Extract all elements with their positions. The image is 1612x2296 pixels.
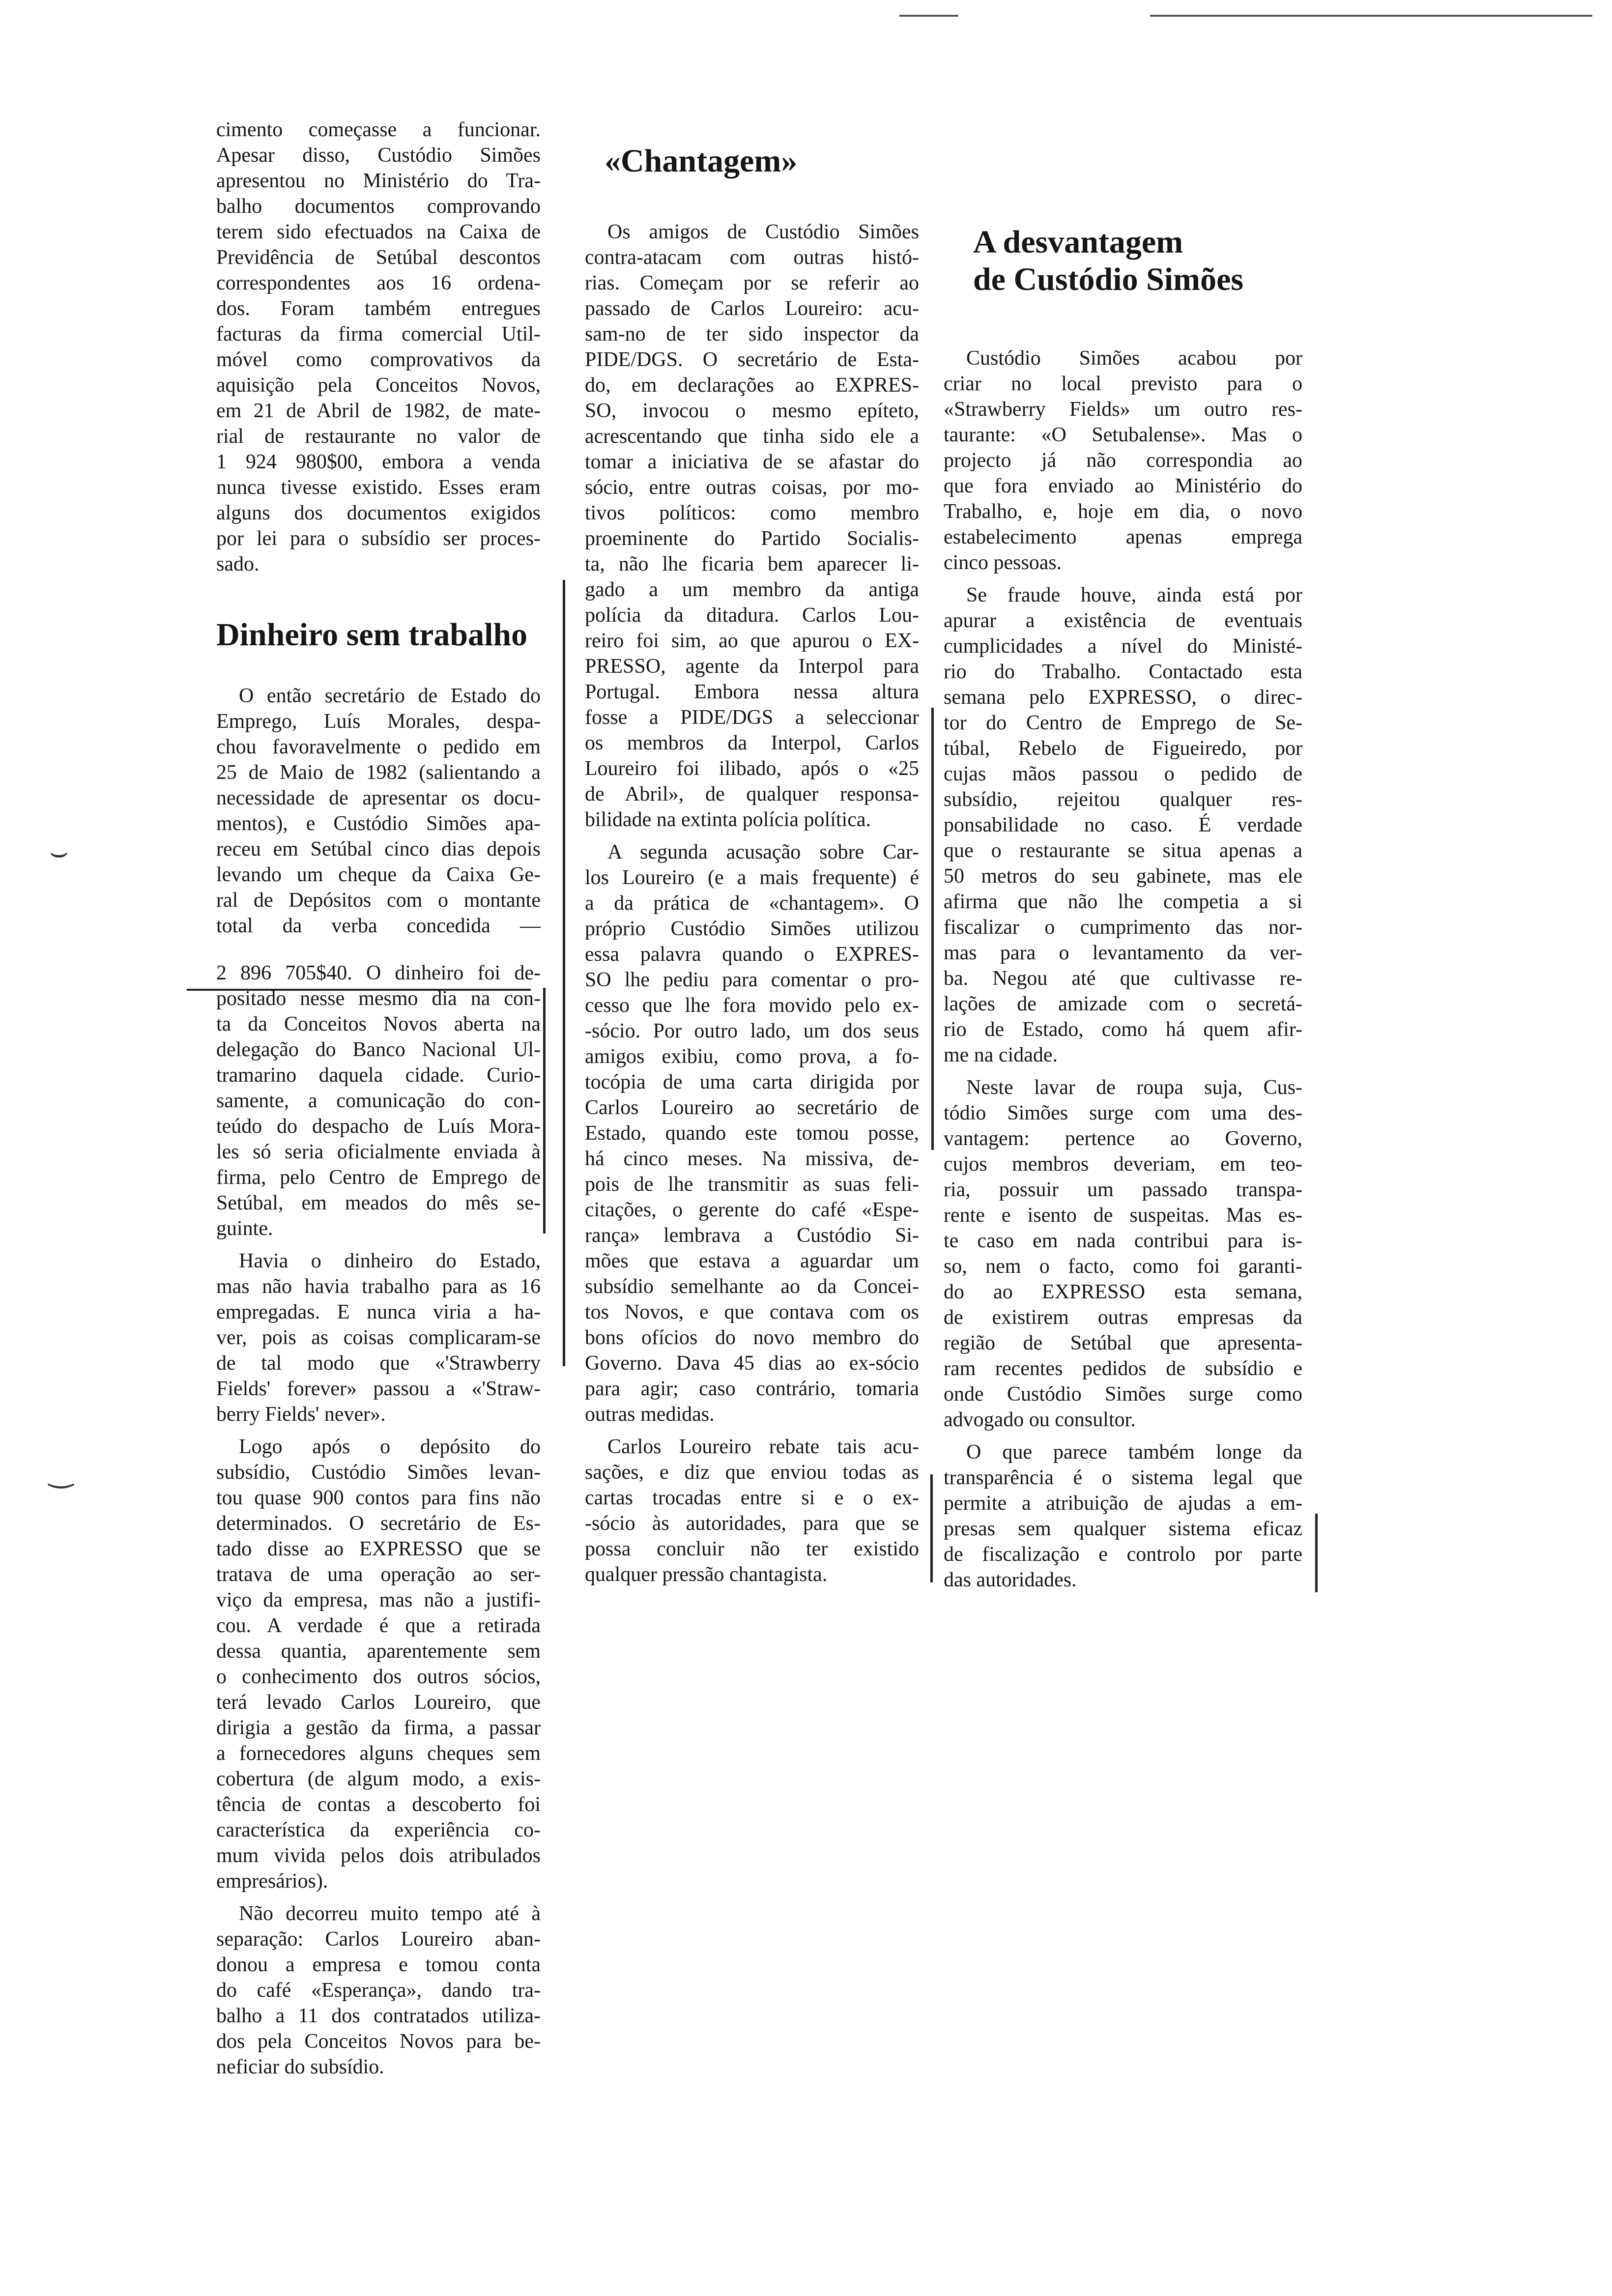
text-line: mões que estava a aguardar um [585,1250,919,1272]
text-line: fosse a PIDE/DGS a seleccionar [585,706,919,729]
text-line: do café «Esperança», dando tra- [216,1979,541,2002]
text-line: passado de Carlos Loureiro: acu- [585,297,919,320]
col1-paragraph [216,683,541,939]
text-line: os membros da Interpol, Carlos [585,732,919,754]
text-line: tou quase 900 contos para fins não [216,1487,541,1509]
text-line: próprio Custódio Simões utilizou [585,918,919,940]
heading-line: de Custódio Simões [973,261,1244,297]
text-line: a fornecedores alguns cheques sem [216,1742,541,1765]
text-line: empresários). [216,1870,328,1893]
text-line: reiro foi sim, ao que apurou o EX- [585,630,919,652]
text-line: ria, possuir um passado transpa- [944,1178,1302,1201]
text-line: SO, invocou o mesmo epíteto, [585,400,919,422]
text-line: delegação do Banco Nacional Ul- [216,1038,541,1061]
text-line: Loureiro foi ilibado, após o «25 [585,757,919,780]
text-line: positado nesse mesmo dia na con- [216,987,541,1010]
text-line: subsídio semelhante ao da Concei- [585,1275,919,1298]
text-line: balho documentos comprovando [216,195,541,218]
text-line: tomar a iniciativa de se afastar do [585,451,919,473]
text-line: de Abril», de qualquer responsa- [585,783,919,805]
col2-paragraph [585,839,919,1427]
text-line: tódio Simões surge com uma des- [944,1102,1302,1124]
col3-body [944,345,1302,1593]
text-line: afirma que não lhe competia a si [944,890,1302,913]
heading-chantagem: «Chantagem» [604,143,798,179]
text-line: gado a um membro da antiga [585,578,919,601]
text-line: firma, pelo Centro de Emprego de [216,1166,541,1189]
text-line: taurante: «O Setubalense». Mas o [944,424,1302,446]
text-line: teúdo do despacho de Luís Mora- [216,1115,541,1138]
text-line: o conhecimento dos outros sócios, [216,1665,541,1688]
text-line: apresentou no Ministério do Tra- [216,170,541,192]
text-line: -sócio. Por outro lado, um dos seus [585,1020,919,1042]
col1-paragraph [216,117,541,577]
text-line: separação: Carlos Loureiro aban- [216,1928,541,1951]
text-line: Carlos Loureiro rebate tais acu- [607,1435,919,1458]
text-line: receu em Setúbal cinco dias depois [216,838,541,861]
text-line: Estado, quando este tomou posse, [585,1122,919,1145]
text-line: necessidade de apresentar os docu- [216,787,541,809]
text-line: dos. Foram também entregues [216,297,541,320]
text-line: cesso que lhe fora movido pelo ex- [585,994,919,1017]
text-line: rança» lembrava a Custódio Si- [585,1224,919,1247]
column-rule-5 [1315,1514,1318,1592]
text-line: SO lhe pediu para comentar o pro- [585,969,919,991]
text-line: tos Novos, e que contava com os [585,1301,919,1323]
col1-section-a [216,117,541,577]
text-line: rente e isento de suspeitas. Mas es- [944,1204,1302,1227]
text-line: tocópia de uma carta dirigida por [585,1071,919,1093]
text-line: O então secretário de Estado do [239,685,541,707]
text-line: rio de Estado, como há quem afir- [944,1018,1302,1041]
text-line: há cinco meses. Na missiva, de- [585,1148,919,1170]
text-line: balho a 11 dos contratados utiliza- [216,2005,541,2027]
text-line: vantagem: pertence ao Governo, [944,1127,1302,1150]
text-line: rio do Trabalho. Contactado esta [944,660,1302,683]
text-line: total da verba concedida — [216,915,541,937]
text-line: a da prática de «chantagem». O [585,892,919,915]
text-line: cobertura (de algum modo, a exis- [216,1768,541,1790]
col2-paragraph [585,1434,919,1587]
text-line: terá levado Carlos Loureiro, que [216,1691,541,1714]
text-line: criar no local previsto para o [944,373,1302,395]
text-line: terem sido efectuados na Caixa de [216,221,541,243]
text-line: aquisição pela Conceitos Novos, [216,374,541,397]
text-line: so, nem o facto, como foi garanti- [944,1255,1302,1278]
text-line: donou a empresa e tomou conta [216,1953,541,1976]
text-line: tramarino daquela cidade. Curio- [216,1064,541,1087]
text-line: les só seria oficialmente enviada à [216,1141,541,1163]
text-line: tado disse ao EXPRESSO que se [216,1538,541,1560]
margin-mark-1: ⌣ [49,836,69,868]
col3-paragraph [944,1439,1302,1593]
text-line: empregadas. E nunca viria a ha- [216,1301,541,1323]
text-line: pois de lhe transmitir as suas feli- [585,1173,919,1196]
heading-a-desvantagem [973,224,1302,298]
margin-mark-2: ‿ [49,1456,73,1488]
text-line: polícia da ditadura. Carlos Lou- [585,604,919,627]
text-line: Governo. Dava 45 dias ao ex-sócio [585,1352,919,1375]
text-line: ponsabilidade no caso. É verdade [944,814,1302,836]
text-line: bilidade na extinta polícia política. [585,808,871,831]
text-line: PRESSO, agente da Interpol para [585,655,919,678]
text-line: viço da empresa, mas não a justifi- [216,1589,541,1611]
text-line: Se fraude houve, ainda está por [966,584,1302,606]
text-line: Portugal. Embora nessa altura [585,681,919,703]
col3-paragraph [944,1075,1302,1433]
text-line: presas sem qualquer sistema eficaz [944,1518,1302,1540]
text-line: A segunda acusação sobre Car- [607,841,919,863]
text-line: 1 924 980$00, embora a venda [216,451,541,473]
text-line: Setúbal, em meados do mês se- [216,1192,541,1214]
text-line: samente, a comunicação do con- [216,1090,541,1112]
text-line: ver, pois as coisas complicaram-se [216,1326,541,1349]
text-line: mentos), e Custódio Simões apa- [216,812,541,835]
text-line: rial de restaurante no valor de [216,425,541,448]
text-line: cujos membros deveriam, em teo- [944,1153,1302,1176]
text-line: cartas trocadas entre si e o ex- [585,1487,919,1509]
text-line: fiscalizar o cumprimento das nor- [944,916,1302,939]
text-line: 50 metros do seu gabinete, mas ele [944,865,1302,888]
text-line: O que parece também longe da [966,1441,1302,1464]
text-line: Custódio Simões acabou por [966,347,1302,370]
text-line: sócio, entre outras coisas, por mo- [585,476,919,499]
text-line: sam-no de ter sido inspector da [585,323,919,345]
text-line: que o restaurante se situa apenas a [944,839,1302,862]
col1-section-b [216,683,541,939]
text-line: cou. A verdade é que a retirada [216,1614,541,1637]
text-line: região de Setúbal que apresenta- [944,1332,1302,1354]
col2-paragraph [585,219,919,832]
text-line: los Loureiro (e a mais frequente) é [585,866,919,889]
text-line: Os amigos de Custódio Simões [607,221,919,243]
text-line: característica da experiência co- [216,1819,541,1841]
col1-section-c [216,960,541,2080]
column-1 [216,117,541,2087]
text-line: cumplicidades a nível do Ministé- [944,635,1302,658]
text-line: mas não havia trabalho para as 16 [216,1275,541,1298]
text-line: possa concluir não ter existido [585,1538,919,1560]
text-line: citações, o gerente do café «Espe- [585,1199,919,1221]
text-line: onde Custódio Simões surge como [944,1383,1302,1406]
text-line: projecto já não correspondia ao [944,449,1302,472]
text-line: dessa quantia, aparentemente sem [216,1640,541,1663]
text-line: móvel como comprovativos da [216,348,541,371]
text-line: subsídio, rejeitou qualquer res- [944,788,1302,811]
text-line: levando um cheque da Caixa Ge- [216,863,541,886]
text-line: proeminente do Partido Socialis- [585,527,919,550]
text-line: do ao EXPRESSO esta semana, [944,1281,1302,1303]
text-line: Não decorreu muito tempo até à [239,1902,541,1925]
text-line: Havia o dinheiro do Estado, [239,1250,541,1272]
text-line: sações, e diz que enviou todas as [585,1461,919,1484]
text-line: permite a atribuição de ajudas a em- [944,1492,1302,1515]
text-line: tor do Centro de Emprego de Se- [944,712,1302,734]
text-line: guinte. [216,1217,273,1240]
text-line: Fields' forever» passou a «'Straw- [216,1378,541,1400]
text-line: chou favoravelmente o pedido em [216,736,541,758]
text-line: te caso em nada contribui para is- [944,1230,1302,1252]
text-line: acrescentando que tinha sido ele a [585,425,919,448]
col2-body [585,219,919,1587]
text-line: 2 896 705$40. O dinheiro foi de- [216,962,541,984]
text-line: contra-atacam com outras histó- [585,246,919,269]
text-line: Trabalho, e, hoje em dia, o novo [944,500,1302,523]
text-line: outras medidas. [585,1403,715,1426]
text-line: Logo após o depósito do [239,1435,541,1458]
text-line: cimento começasse a funcionar. [216,118,541,141]
text-line: Neste lavar de roupa suja, Cus- [966,1076,1302,1099]
column-rule-3 [931,708,934,1150]
text-line: ta da Conceitos Novos aberta na [216,1013,541,1035]
text-line: nunca tivesse existido. Esses eram [216,476,541,499]
column-rule-2 [563,580,565,1366]
text-line: 25 de Maio de 1982 (salientando a [216,761,541,784]
text-line: Apesar disso, Custódio Simões [216,144,541,167]
text-line: de fiscalização e controlo por parte [944,1543,1302,1566]
text-line: -sócio às autoridades, para que se [585,1512,919,1535]
text-line: dirigia a gestão da firma, a passar [216,1717,541,1739]
text-line: alguns dos documentos exigidos [216,502,541,524]
text-line: amigos exibiu, como prova, a fo- [585,1045,919,1068]
column-rule-4 [930,1474,933,1582]
top-rule-long [1150,15,1592,17]
text-line: determinados. O secretário de Es- [216,1512,541,1535]
col1-paragraph [216,1434,541,1894]
text-line: mum vivida pelos dois atribulados [216,1844,541,1867]
text-line: facturas da firma comercial Util- [216,323,541,345]
text-line: por lei para o subsídio ser proces- [216,527,541,550]
column-rule-1 [543,988,546,1234]
text-line: tivos políticos: como membro [585,502,919,524]
text-line: rias. Começam por se referir ao [585,272,919,294]
text-line: me na cidade. [944,1044,1058,1066]
text-line: Carlos Loureiro ao secretário de [585,1096,919,1119]
text-line: sado. [216,553,259,575]
text-line: tência de contas a descoberto foi [216,1793,541,1816]
text-line: dos pela Conceitos Novos para be- [216,2030,541,2053]
column-3 [944,224,1302,1600]
text-line: lações de amizade com o secretá- [944,993,1302,1015]
text-line: ral de Depósitos com o montante [216,889,541,912]
col1-paragraph [216,1901,541,2080]
text-line: em 21 de Abril de 1982, de mate- [216,400,541,422]
col3-paragraph [944,582,1302,1068]
text-line: para agir; caso contrário, tomaria [585,1378,919,1400]
text-line: «Strawberry Fields» um outro res- [944,398,1302,421]
text-line: advogado ou consultor. [944,1408,1136,1431]
text-line: ta, não lhe ficaria bem aparecer li- [585,553,919,575]
text-line: Emprego, Luís Morales, despa- [216,710,541,733]
text-line: de tal modo que «'Strawberry [216,1352,541,1375]
text-line: neficiar do subsídio. [216,2056,384,2078]
text-line: estabelecimento apenas emprega [944,526,1302,548]
text-line: apurar a existência de eventuais [944,609,1302,632]
text-line: ba. Negou até que cultivasse re- [944,967,1302,990]
text-line: bons ofícios do novo membro do [585,1326,919,1349]
text-line: cujas mãos passou o pedido de [944,763,1302,785]
column-2 [585,143,919,1594]
text-line: subsídio, Custódio Simões levan- [216,1461,541,1484]
text-line: qualquer pressão chantagista. [585,1563,828,1586]
col1-paragraph [216,960,541,1241]
text-line: que fora enviado ao Ministério do [944,475,1302,497]
text-line: das autoridades. [944,1569,1077,1591]
text-line: correspondentes aos 16 ordena- [216,272,541,294]
text-line: transparência é o sistema legal que [944,1466,1302,1489]
text-line: tratava de uma operação ao ser- [216,1563,541,1586]
text-line: essa palavra quando o EXPRES- [585,943,919,966]
col3-paragraph [944,345,1302,575]
heading-line: A desvantagem [973,224,1183,260]
col1-paragraph [216,1248,541,1427]
text-line: mas para o levantamento da ver- [944,942,1302,964]
text-line: ram recentes pedidos de subsídio e [944,1357,1302,1380]
text-line: Previdência de Setúbal descontos [216,246,541,269]
text-line: de existirem outras empresas da [944,1306,1302,1329]
heading-dinheiro-sem-trabalho: Dinheiro sem trabalho [216,617,528,653]
top-rule-short [899,15,958,17]
text-line: PIDE/DGS. O secretário de Esta- [585,348,919,371]
text-line: cinco pessoas. [944,551,1062,574]
text-line: semana pelo EXPRESSO, o direc- [944,686,1302,709]
text-line: do, em declarações ao EXPRES- [585,374,919,397]
text-line: berry Fields' never». [216,1403,386,1426]
text-line: túbal, Rebelo de Figueiredo, por [944,737,1302,760]
